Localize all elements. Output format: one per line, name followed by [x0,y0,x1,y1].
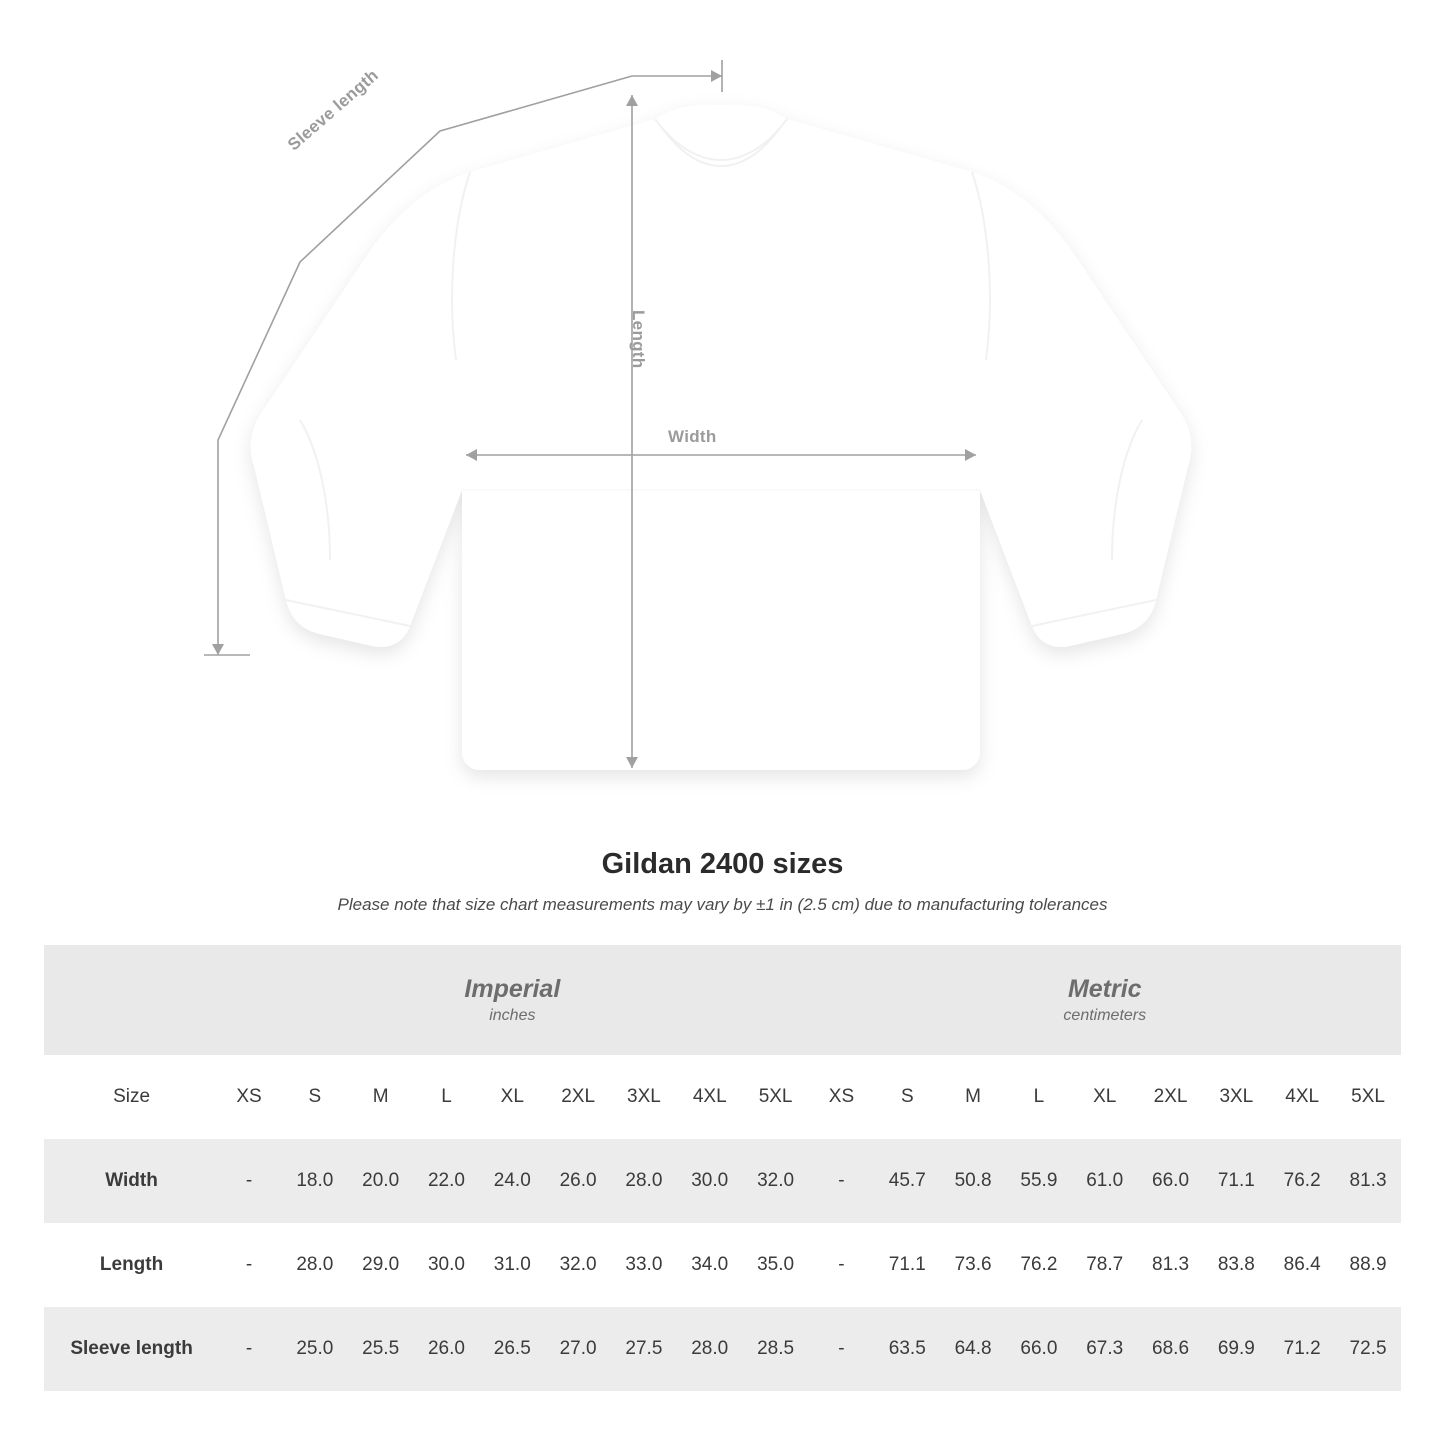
cell-length-imperial-3xl: 33.0 [611,1223,677,1307]
title-block [0,848,1445,915]
header-metric-3xl: 3XL [1203,1055,1269,1139]
table-row [44,1223,1401,1307]
cell-width-metric-xl: 61.0 [1072,1139,1138,1223]
shirt-shape [251,105,1192,770]
header-metric-5xl: 5XL [1335,1055,1401,1139]
cell-length-imperial-m: 29.0 [348,1223,414,1307]
cell-sleeve-metric-4xl: 71.2 [1269,1307,1335,1391]
cell-length-metric-xs: - [809,1223,875,1307]
cell-length-imperial-xs: - [216,1223,282,1307]
header-metric-xl: XL [1072,1055,1138,1139]
cell-length-metric-xl: 78.7 [1072,1223,1138,1307]
cell-sleeve-metric-3xl: 69.9 [1203,1307,1269,1391]
cell-width-imperial-xl: 24.0 [479,1139,545,1223]
cell-sleeve-imperial-xs: - [216,1307,282,1391]
cell-length-imperial-2xl: 32.0 [545,1223,611,1307]
cell-width-metric-2xl: 66.0 [1138,1139,1204,1223]
cell-sleeve-imperial-m: 25.5 [348,1307,414,1391]
header-imperial-xs: XS [216,1055,282,1139]
metric-title: Metric [1067,974,1142,1003]
cell-sleeve-imperial-5xl: 28.5 [743,1307,809,1391]
cell-length-metric-s: 71.1 [874,1223,940,1307]
cell-width-imperial-l: 22.0 [414,1139,480,1223]
size-chart-table-wrap [44,945,1401,1391]
cell-sleeve-imperial-s: 25.0 [282,1307,348,1391]
unit-banner-metric [809,945,1401,1055]
tolerance-note: Please note that size chart measurements may vary by ±1 in (2.5 cm) due to manufacturing tolerances [337,895,1108,914]
cell-width-imperial-3xl: 28.0 [611,1139,677,1223]
cell-length-metric-3xl: 83.8 [1203,1223,1269,1307]
imperial-title: Imperial [464,974,561,1003]
cell-width-imperial-2xl: 26.0 [545,1139,611,1223]
row-label-length: Length [44,1223,216,1307]
cell-sleeve-metric-s: 63.5 [874,1307,940,1391]
size-chart-table [44,945,1401,1391]
header-metric-2xl: 2XL [1138,1055,1204,1139]
cell-width-imperial-s: 18.0 [282,1139,348,1223]
header-imperial-5xl: 5XL [743,1055,809,1139]
cell-sleeve-imperial-3xl: 27.5 [611,1307,677,1391]
cell-length-imperial-l: 30.0 [414,1223,480,1307]
unit-banner-spacer [44,945,216,1055]
width-dimension-label: Width [668,427,717,446]
cell-width-imperial-5xl: 32.0 [743,1139,809,1223]
table-row [44,1307,1401,1391]
cell-width-metric-m: 50.8 [940,1139,1006,1223]
cell-length-metric-l: 76.2 [1006,1223,1072,1307]
cell-sleeve-metric-5xl: 72.5 [1335,1307,1401,1391]
header-imperial-3xl: 3XL [611,1055,677,1139]
header-metric-s: S [874,1055,940,1139]
header-metric-4xl: 4XL [1269,1055,1335,1139]
cell-width-metric-5xl: 81.3 [1335,1139,1401,1223]
header-imperial-xl: XL [479,1055,545,1139]
metric-subtitle: centimeters [1063,1007,1147,1025]
unit-banner-row [44,945,1401,1055]
table-row [44,1139,1401,1223]
cell-sleeve-metric-xs: - [809,1307,875,1391]
cell-width-imperial-4xl: 30.0 [677,1139,743,1223]
cell-width-metric-3xl: 71.1 [1203,1139,1269,1223]
header-metric-m: M [940,1055,1006,1139]
cell-width-imperial-xs: - [216,1139,282,1223]
header-imperial-s: S [282,1055,348,1139]
cell-length-metric-4xl: 86.4 [1269,1223,1335,1307]
unit-banner-imperial [216,945,808,1055]
cell-length-imperial-5xl: 35.0 [743,1223,809,1307]
cell-width-imperial-m: 20.0 [348,1139,414,1223]
table-header-row [44,1055,1401,1139]
imperial-subtitle: inches [489,1007,536,1025]
cell-sleeve-imperial-xl: 26.5 [479,1307,545,1391]
length-dimension-label: Length [629,310,648,369]
header-size: Size [44,1055,216,1139]
header-imperial-4xl: 4XL [677,1055,743,1139]
cell-length-imperial-4xl: 34.0 [677,1223,743,1307]
row-label-width: Width [44,1139,216,1223]
cell-length-imperial-s: 28.0 [282,1223,348,1307]
row-label-sleeve-length: Sleeve length [44,1307,216,1391]
page-title: Gildan 2400 sizes [601,848,844,880]
cell-length-imperial-xl: 31.0 [479,1223,545,1307]
header-imperial-2xl: 2XL [545,1055,611,1139]
cell-sleeve-metric-xl: 67.3 [1072,1307,1138,1391]
header-metric-xs: XS [809,1055,875,1139]
cell-sleeve-imperial-l: 26.0 [414,1307,480,1391]
header-metric-l: L [1006,1055,1072,1139]
cell-width-metric-4xl: 76.2 [1269,1139,1335,1223]
header-imperial-l: L [414,1055,480,1139]
cell-sleeve-metric-m: 64.8 [940,1307,1006,1391]
header-imperial-m: M [348,1055,414,1139]
cell-length-metric-m: 73.6 [940,1223,1006,1307]
cell-width-metric-s: 45.7 [874,1139,940,1223]
cell-length-metric-5xl: 88.9 [1335,1223,1401,1307]
cell-width-metric-xs: - [809,1139,875,1223]
cell-length-metric-2xl: 81.3 [1138,1223,1204,1307]
sleeve-length-dimension-label: Sleeve length [284,65,383,155]
cell-sleeve-metric-l: 66.0 [1006,1307,1072,1391]
cell-sleeve-metric-2xl: 68.6 [1138,1307,1204,1391]
cell-sleeve-imperial-2xl: 27.0 [545,1307,611,1391]
cell-sleeve-imperial-4xl: 28.0 [677,1307,743,1391]
cell-width-metric-l: 55.9 [1006,1139,1072,1223]
